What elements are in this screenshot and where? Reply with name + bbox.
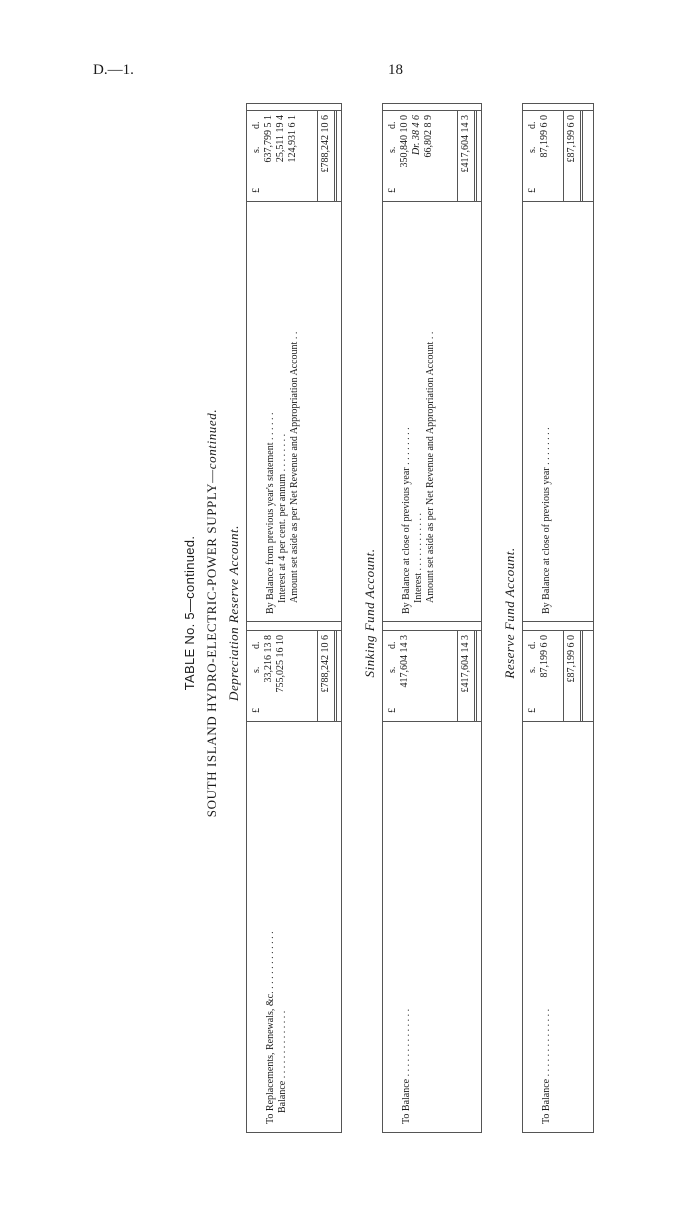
- pounds-symbol: £: [251, 708, 262, 713]
- shillings-label: s.: [527, 666, 538, 673]
- depreciation-account-heading: Depreciation Reserve Account.: [226, 525, 241, 701]
- currency-header: [387, 631, 399, 721]
- credit-amount-column: [523, 110, 593, 202]
- amount: 66,802 8 9: [423, 115, 434, 158]
- currency-header: [251, 111, 263, 201]
- debit-side: [523, 621, 593, 1132]
- subtitle-main: SOUTH ISLAND HYDRO-ELECTRIC-POWER SUPPLY—: [204, 469, 219, 818]
- amount: 755,025 16 10: [275, 635, 286, 693]
- ledger-entry: By Balance at close of previous year . . . . . . . .: [401, 427, 412, 614]
- shillings-label: s.: [527, 146, 538, 153]
- pence-label: d.: [251, 121, 262, 129]
- rotated-table-area: [180, 93, 700, 1133]
- pounds-symbol: £: [387, 188, 398, 193]
- debit-amount-column: [523, 630, 593, 722]
- amount: 124,931 6 1: [287, 115, 298, 163]
- debit-amounts: [539, 631, 551, 721]
- amount: 87,199 6 0: [539, 115, 550, 158]
- shillings-label: s.: [251, 146, 262, 153]
- credit-amounts: [539, 111, 551, 201]
- ledger-entry: Balance . . . . . . . . . . . . . .: [277, 1010, 288, 1113]
- shillings-label: s.: [387, 146, 398, 153]
- table-subtitle: [204, 93, 220, 1133]
- credit-descriptions: [265, 332, 301, 614]
- currency-header: [527, 111, 539, 201]
- pounds-symbol: £: [251, 188, 262, 193]
- ledger-entry: To Balance . . . . . . . . . . . . . .: [401, 1008, 412, 1124]
- pence-label: d.: [251, 641, 262, 649]
- pence-label: d.: [387, 121, 398, 129]
- reserve-fund-account-ledger: [522, 103, 594, 1133]
- page-number: 18: [388, 62, 403, 78]
- credit-side: [523, 104, 593, 622]
- credit-amount-column: [383, 110, 481, 202]
- debit-total: £417,604 14 3: [457, 631, 477, 721]
- sinking-fund-account-heading: Sinking Fund Account.: [362, 548, 377, 678]
- credit-amounts: [263, 111, 299, 201]
- credit-total: £87,199 6 0: [563, 111, 583, 201]
- shillings-label: s.: [387, 666, 398, 673]
- pence-label: d.: [527, 121, 538, 129]
- pence-label: d.: [527, 641, 538, 649]
- debit-side: [247, 621, 341, 1132]
- ledger-entry: Amount set aside as per Net Revenue and Appropriation Account . .: [289, 331, 300, 603]
- debit-amount-column: [383, 630, 481, 722]
- amount: 417,604 14 3: [399, 635, 410, 688]
- credit-total: £788,242 10 6: [317, 111, 337, 201]
- credit-amount-column: [247, 110, 341, 202]
- ledger-entry: Amount set aside as per Net Revenue and Appropriation Account . .: [425, 331, 436, 603]
- table-title: TABLE No. 5—continued.: [182, 535, 197, 691]
- reserve-fund-account-heading: Reserve Fund Account.: [502, 547, 517, 679]
- amount: Dr. 38 4 6: [411, 115, 422, 156]
- debit-total: £87,199 6 0: [563, 631, 583, 721]
- ledger-entry: Interest . . . . . . . . . . . .: [413, 513, 424, 603]
- debit-side: [383, 621, 481, 1132]
- amount: 637,799 5 1: [263, 115, 274, 163]
- currency-header: [527, 631, 539, 721]
- ledger-entry: To Balance . . . . . . . . . . . . . .: [541, 1008, 552, 1124]
- credit-descriptions: [541, 427, 553, 614]
- sinking-fund-account-ledger: [382, 103, 482, 1133]
- pounds-symbol: £: [527, 188, 538, 193]
- amount: 350,840 10 0: [399, 115, 410, 168]
- debit-amounts: [399, 631, 411, 721]
- amount: 33,216 13 8: [263, 635, 274, 683]
- credit-amounts: [399, 111, 435, 201]
- pounds-symbol: £: [527, 708, 538, 713]
- debit-amounts: [263, 631, 287, 721]
- pounds-symbol: £: [387, 708, 398, 713]
- debit-descriptions: [401, 1009, 413, 1124]
- ledger-entry: By Balance from previous year's statement . . . . . .: [265, 412, 276, 614]
- ledger-entry: Interest at 4 per cent. per annum . . . . . . . .: [277, 433, 288, 603]
- currency-header: [251, 631, 263, 721]
- credit-total: £417,604 14 3: [457, 111, 477, 201]
- amount: 87,199 6 0: [539, 635, 550, 678]
- debit-descriptions: [541, 1009, 553, 1124]
- credit-descriptions: [401, 332, 437, 614]
- subtitle-suffix: continued.: [204, 408, 219, 470]
- credit-side: [247, 104, 341, 622]
- pence-label: d.: [387, 641, 398, 649]
- debit-descriptions: [265, 931, 289, 1124]
- credit-side: [383, 104, 481, 622]
- shillings-label: s.: [251, 666, 262, 673]
- debit-total: £788,242 10 6: [317, 631, 337, 721]
- ledger-entry: To Replacements, Renewals, &c. . . . . . . . . . . . .: [265, 931, 276, 1124]
- page-reference: D.—1.: [93, 62, 134, 78]
- currency-header: [387, 111, 399, 201]
- depreciation-account-ledger: [246, 103, 342, 1133]
- debit-amount-column: [247, 630, 341, 722]
- ledger-entry: By Balance at close of previous year . . . . . . . .: [541, 427, 552, 614]
- amount: 25,511 19 4: [275, 115, 286, 163]
